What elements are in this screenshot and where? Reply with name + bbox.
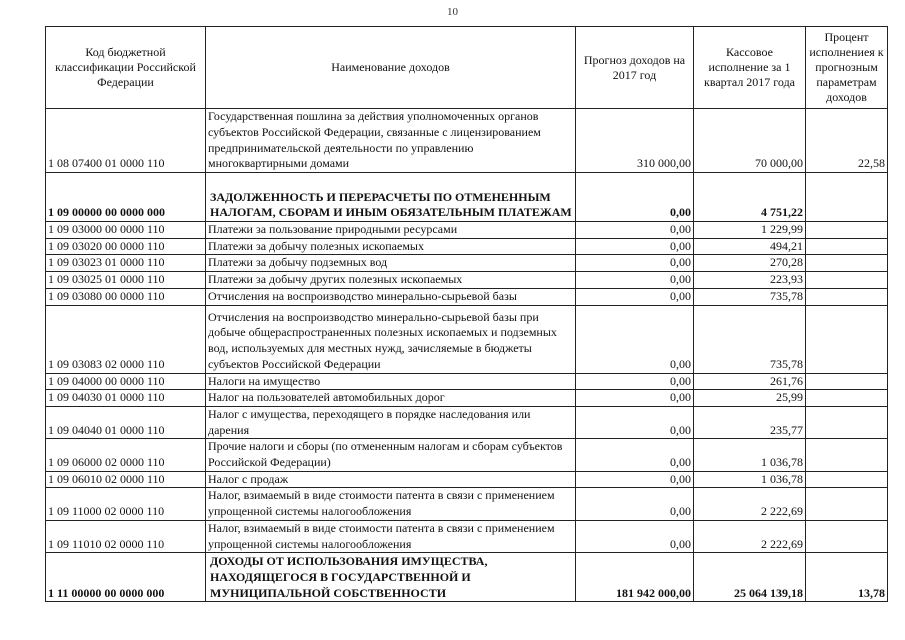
row-name: Отчисления на воспроизводство минерально-сырьевой базы при добыче общераспространенных полезных ископаемых и подземных вод, используемых для местных нужд, зачисляемые в бюджеты субъектов Российской Федерации [206, 305, 576, 373]
row-name: Платежи за пользование природными ресурсами [206, 222, 576, 239]
table-row [46, 439, 888, 471]
row-percent: 22,58 [806, 109, 888, 173]
table-header-row [46, 27, 888, 109]
row-forecast: 0,00 [576, 471, 694, 488]
table-row [46, 288, 888, 305]
row-forecast: 310 000,00 [576, 109, 694, 173]
row-actual: 25 064 139,18 [694, 553, 806, 602]
row-percent [806, 488, 888, 520]
row-actual: 2 222,69 [694, 488, 806, 520]
row-actual: 735,78 [694, 288, 806, 305]
row-name: Платежи за добычу других полезных ископаемых [206, 272, 576, 289]
row-actual: 4 751,22 [694, 173, 806, 222]
row-code: 1 09 04000 00 0000 110 [46, 373, 206, 390]
row-actual: 1 036,78 [694, 439, 806, 471]
row-code: 1 09 04030 01 0000 110 [46, 390, 206, 407]
row-name: ЗАДОЛЖЕННОСТЬ И ПЕРЕРАСЧЕТЫ ПО ОТМЕНЕННЫМ НАЛОГАМ, СБОРАМ И ИНЫМ ОБЯЗАТЕЛЬНЫМ ПЛАТЕЖАМ [206, 173, 576, 222]
row-actual: 70 000,00 [694, 109, 806, 173]
row-percent [806, 373, 888, 390]
row-name: Налог с имущества, переходящего в порядке наследования или дарения [206, 406, 576, 438]
table-row [46, 109, 888, 173]
table-row [46, 373, 888, 390]
table-row [46, 255, 888, 272]
row-code: 1 09 03020 00 0000 110 [46, 238, 206, 255]
row-name: Налог, взимаемый в виде стоимости патента в связи с применением упрощенной системы налогообложения [206, 488, 576, 520]
row-forecast: 0,00 [576, 305, 694, 373]
row-name: Платежи за добычу полезных ископаемых [206, 238, 576, 255]
row-forecast: 0,00 [576, 439, 694, 471]
row-percent [806, 305, 888, 373]
table-row [46, 272, 888, 289]
row-forecast: 0,00 [576, 238, 694, 255]
row-forecast: 0,00 [576, 406, 694, 438]
header-actual: Кассовое исполнение за 1 квартал 2017 года [694, 27, 806, 109]
row-forecast: 0,00 [576, 222, 694, 239]
page-number: 10 [447, 6, 458, 18]
row-code: 1 08 07400 01 0000 110 [46, 109, 206, 173]
header-percent: Процент исполнениея к прогнозным параметрам доходов [806, 27, 888, 109]
row-actual: 235,77 [694, 406, 806, 438]
row-actual: 1 229,99 [694, 222, 806, 239]
row-percent [806, 222, 888, 239]
row-percent [806, 288, 888, 305]
table-row [46, 406, 888, 438]
table-row [46, 390, 888, 407]
row-code: 1 09 00000 00 0000 000 [46, 173, 206, 222]
row-percent [806, 520, 888, 552]
row-forecast: 0,00 [576, 488, 694, 520]
row-actual: 494,21 [694, 238, 806, 255]
row-code: 1 11 00000 00 0000 000 [46, 553, 206, 602]
row-code: 1 09 06000 02 0000 110 [46, 439, 206, 471]
revenue-table [45, 26, 888, 602]
row-actual: 223,93 [694, 272, 806, 289]
row-forecast: 0,00 [576, 390, 694, 407]
row-forecast: 0,00 [576, 272, 694, 289]
table-row [46, 238, 888, 255]
table-row [46, 305, 888, 373]
header-code: Код бюджетной классификации Российской Федерации [46, 27, 206, 109]
row-code: 1 09 06010 02 0000 110 [46, 471, 206, 488]
row-code: 1 09 03080 00 0000 110 [46, 288, 206, 305]
row-actual: 2 222,69 [694, 520, 806, 552]
row-percent [806, 238, 888, 255]
row-percent [806, 272, 888, 289]
row-code: 1 09 03023 01 0000 110 [46, 255, 206, 272]
table-row [46, 222, 888, 239]
row-actual: 25,99 [694, 390, 806, 407]
row-forecast: 0,00 [576, 173, 694, 222]
row-actual: 1 036,78 [694, 471, 806, 488]
row-name: Налог на пользователей автомобильных дорог [206, 390, 576, 407]
row-name: Прочие налоги и сборы (по отмененным налогам и сборам субъектов Российской Федерации) [206, 439, 576, 471]
row-percent [806, 173, 888, 222]
header-forecast: Прогноз доходов на 2017 год [576, 27, 694, 109]
row-code: 1 09 03083 02 0000 110 [46, 305, 206, 373]
row-forecast: 0,00 [576, 255, 694, 272]
row-name: Налог с продаж [206, 471, 576, 488]
row-percent [806, 471, 888, 488]
row-name: Отчисления на воспроизводство минерально-сырьевой базы [206, 288, 576, 305]
row-code: 1 09 03000 00 0000 110 [46, 222, 206, 239]
table-row [46, 553, 888, 602]
row-percent [806, 439, 888, 471]
table-row [46, 173, 888, 222]
row-forecast: 0,00 [576, 288, 694, 305]
row-forecast: 0,00 [576, 373, 694, 390]
row-percent: 13,78 [806, 553, 888, 602]
row-code: 1 09 04040 01 0000 110 [46, 406, 206, 438]
row-code: 1 09 11000 02 0000 110 [46, 488, 206, 520]
row-forecast: 0,00 [576, 520, 694, 552]
table-row [46, 520, 888, 552]
row-actual: 735,78 [694, 305, 806, 373]
row-percent [806, 406, 888, 438]
row-forecast: 181 942 000,00 [576, 553, 694, 602]
row-actual: 270,28 [694, 255, 806, 272]
table-row [46, 471, 888, 488]
row-code: 1 09 03025 01 0000 110 [46, 272, 206, 289]
row-name: Налоги на имущество [206, 373, 576, 390]
row-name: Платежи за добычу подземных вод [206, 255, 576, 272]
row-name: Государственная пошлина за действия уполномоченных органов субъектов Российской Федерации, связанные с лицензированием предпринимательской деятельности по управлению многоквартирными домами [206, 109, 576, 173]
row-name: ДОХОДЫ ОТ ИСПОЛЬЗОВАНИЯ ИМУЩЕСТВА, НАХОДЯЩЕГОСЯ В ГОСУДАРСТВЕННОЙ И МУНИЦИПАЛЬНОЙ СОБСТВЕННОСТИ [206, 553, 576, 602]
header-name: Наименование доходов [206, 27, 576, 109]
row-name: Налог, взимаемый в виде стоимости патента в связи с применением упрощенной системы налогообложения [206, 520, 576, 552]
table-row [46, 488, 888, 520]
row-actual: 261,76 [694, 373, 806, 390]
row-percent [806, 255, 888, 272]
row-percent [806, 390, 888, 407]
row-code: 1 09 11010 02 0000 110 [46, 520, 206, 552]
